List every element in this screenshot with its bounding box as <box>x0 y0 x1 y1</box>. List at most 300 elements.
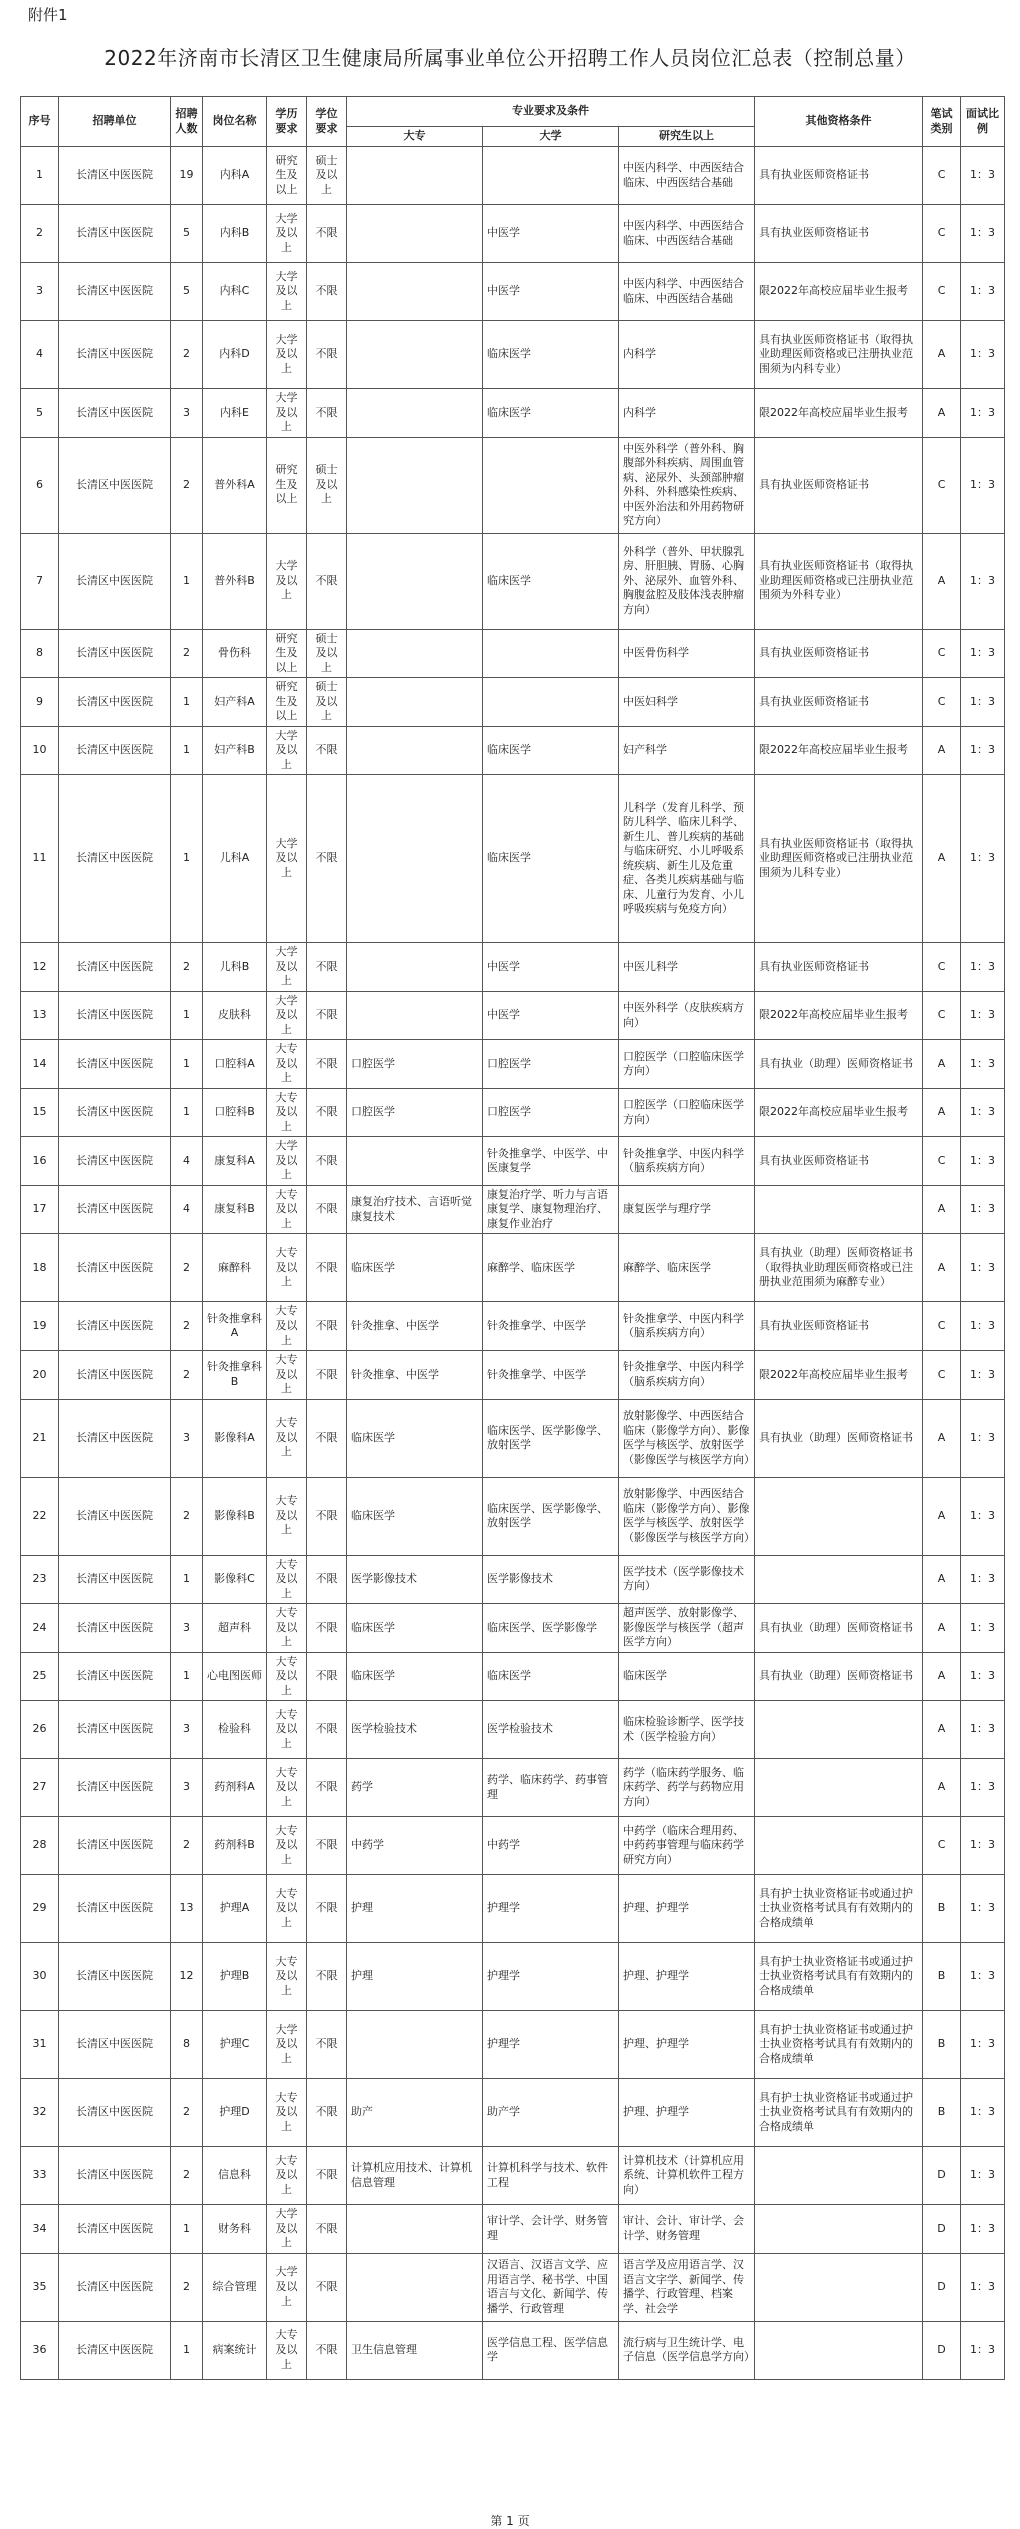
cell-grad: 中医骨伤科学 <box>619 629 755 678</box>
cell-bachelor <box>483 629 619 678</box>
table-row <box>21 1234 1005 1302</box>
cell-other: 限2022年高校应届毕业生报考 <box>755 1088 923 1137</box>
cell-other: 具有执业（助理）医师资格证书 <box>755 1604 923 1653</box>
cell-unit: 长清区中医医院 <box>59 1302 171 1351</box>
cell-other: 限2022年高校应届毕业生报考 <box>755 263 923 321</box>
cell-grad: 药学（临床药学服务、临床药学、药学与药物应用方向） <box>619 1759 755 1817</box>
cell-exam: A <box>923 1604 961 1653</box>
cell-exam: B <box>923 1943 961 2011</box>
cell-degree: 不限 <box>307 2011 347 2079</box>
cell-post: 护理C <box>203 2011 267 2079</box>
cell-bachelor: 临床医学 <box>483 726 619 775</box>
cell-other: 具有执业医师资格证书 <box>755 1302 923 1351</box>
cell-unit: 长清区中医医院 <box>59 1185 171 1234</box>
cell-no: 15 <box>21 1088 59 1137</box>
cell-bachelor: 麻醉学、临床医学 <box>483 1234 619 1302</box>
cell-other: 具有护士执业资格证书或通过护士执业资格考试具有有效期内的合格成绩单 <box>755 1943 923 2011</box>
cell-edu: 大学及以上 <box>267 2205 307 2254</box>
cell-bachelor: 医学检验技术 <box>483 1701 619 1759</box>
cell-edu: 大学及以上 <box>267 2253 307 2321</box>
cell-unit: 长清区中医医院 <box>59 263 171 321</box>
cell-unit: 长清区中医医院 <box>59 1875 171 1943</box>
cell-no: 18 <box>21 1234 59 1302</box>
cell-bachelor: 临床医学 <box>483 389 619 438</box>
cell-no: 35 <box>21 2253 59 2321</box>
cell-edu: 大学及以上 <box>267 1137 307 1186</box>
cell-other <box>755 2321 923 2379</box>
cell-unit: 长清区中医医院 <box>59 321 171 389</box>
cell-degree: 硕士及以上 <box>307 678 347 727</box>
cell-junior: 中药学 <box>347 1817 483 1875</box>
cell-count: 1 <box>171 726 203 775</box>
cell-post: 内科D <box>203 321 267 389</box>
cell-grad: 临床医学 <box>619 1652 755 1701</box>
cell-grad: 妇产科学 <box>619 726 755 775</box>
cell-post: 财务科 <box>203 2205 267 2254</box>
cell-exam: A <box>923 1234 961 1302</box>
cell-bachelor: 临床医学 <box>483 321 619 389</box>
cell-bachelor <box>483 437 619 533</box>
cell-ratio: 1：3 <box>961 389 1005 438</box>
cell-junior: 临床医学 <box>347 1604 483 1653</box>
cell-unit: 长清区中医医院 <box>59 2011 171 2079</box>
cell-count: 1 <box>171 991 203 1040</box>
cell-unit: 长清区中医医院 <box>59 389 171 438</box>
cell-unit: 长清区中医医院 <box>59 1234 171 1302</box>
table-row <box>21 1555 1005 1604</box>
cell-edu: 大专及以上 <box>267 1604 307 1653</box>
cell-no: 33 <box>21 2147 59 2205</box>
cell-bachelor: 口腔医学 <box>483 1040 619 1089</box>
cell-ratio: 1：3 <box>961 1302 1005 1351</box>
cell-post: 检验科 <box>203 1701 267 1759</box>
cell-count: 1 <box>171 1040 203 1089</box>
table-row <box>21 1817 1005 1875</box>
cell-ratio: 1：3 <box>961 1185 1005 1234</box>
cell-no: 28 <box>21 1817 59 1875</box>
cell-degree: 不限 <box>307 205 347 263</box>
cell-exam: A <box>923 1088 961 1137</box>
cell-edu: 大学及以上 <box>267 205 307 263</box>
cell-junior: 助产 <box>347 2079 483 2147</box>
header-unit: 招聘单位 <box>59 97 171 147</box>
cell-count: 2 <box>171 629 203 678</box>
cell-unit: 长清区中医医院 <box>59 1137 171 1186</box>
cell-exam: A <box>923 533 961 629</box>
cell-ratio: 1：3 <box>961 1604 1005 1653</box>
cell-degree: 不限 <box>307 943 347 992</box>
cell-edu: 大专及以上 <box>267 1399 307 1477</box>
cell-junior <box>347 991 483 1040</box>
table-row <box>21 263 1005 321</box>
cell-junior: 医学影像技术 <box>347 1555 483 1604</box>
table-row <box>21 1875 1005 1943</box>
cell-degree: 不限 <box>307 1604 347 1653</box>
cell-unit: 长清区中医医院 <box>59 726 171 775</box>
cell-unit: 长清区中医医院 <box>59 2147 171 2205</box>
cell-unit: 长清区中医医院 <box>59 2079 171 2147</box>
cell-other: 具有执业医师资格证书 <box>755 629 923 678</box>
cell-degree: 不限 <box>307 1137 347 1186</box>
cell-degree: 不限 <box>307 1943 347 2011</box>
cell-ratio: 1：3 <box>961 1817 1005 1875</box>
cell-no: 22 <box>21 1477 59 1555</box>
cell-no: 16 <box>21 1137 59 1186</box>
cell-junior: 临床医学 <box>347 1399 483 1477</box>
cell-unit: 长清区中医医院 <box>59 943 171 992</box>
cell-ratio: 1：3 <box>961 1234 1005 1302</box>
cell-exam: C <box>923 678 961 727</box>
cell-junior <box>347 2011 483 2079</box>
table-row <box>21 726 1005 775</box>
cell-post: 针灸推拿科B <box>203 1351 267 1400</box>
cell-other: 具有护士执业资格证书或通过护士执业资格考试具有有效期内的合格成绩单 <box>755 2079 923 2147</box>
cell-post: 普外科A <box>203 437 267 533</box>
cell-unit: 长清区中医医院 <box>59 1652 171 1701</box>
cell-degree: 不限 <box>307 389 347 438</box>
cell-bachelor: 护理学 <box>483 2011 619 2079</box>
cell-post: 麻醉科 <box>203 1234 267 1302</box>
header-ratio: 面试比例 <box>961 97 1005 147</box>
cell-ratio: 1：3 <box>961 147 1005 205</box>
cell-grad: 护理、护理学 <box>619 2079 755 2147</box>
cell-edu: 研究生及以上 <box>267 147 307 205</box>
cell-unit: 长清区中医医院 <box>59 147 171 205</box>
cell-bachelor <box>483 678 619 727</box>
cell-bachelor: 康复治疗学、听力与言语康复学、康复物理治疗、康复作业治疗 <box>483 1185 619 1234</box>
cell-degree: 不限 <box>307 2147 347 2205</box>
cell-degree: 不限 <box>307 1302 347 1351</box>
cell-unit: 长清区中医医院 <box>59 2321 171 2379</box>
table-row <box>21 2079 1005 2147</box>
cell-degree: 不限 <box>307 2205 347 2254</box>
header-post: 岗位名称 <box>203 97 267 147</box>
cell-other: 具有执业医师资格证书 <box>755 147 923 205</box>
cell-ratio: 1：3 <box>961 1759 1005 1817</box>
cell-no: 17 <box>21 1185 59 1234</box>
cell-ratio: 1：3 <box>961 1555 1005 1604</box>
table-row <box>21 1701 1005 1759</box>
cell-edu: 大学及以上 <box>267 321 307 389</box>
cell-count: 4 <box>171 1137 203 1186</box>
cell-unit: 长清区中医医院 <box>59 1477 171 1555</box>
cell-degree: 不限 <box>307 321 347 389</box>
cell-grad: 流行病与卫生统计学、电子信息（医学信息学方向） <box>619 2321 755 2379</box>
header-bachelor: 大学 <box>483 127 619 147</box>
cell-other <box>755 1759 923 1817</box>
cell-ratio: 1：3 <box>961 2205 1005 2254</box>
cell-no: 8 <box>21 629 59 678</box>
cell-grad: 超声医学、放射影像学、影像医学与核医学（超声医学方向） <box>619 1604 755 1653</box>
cell-other <box>755 2147 923 2205</box>
cell-junior: 计算机应用技术、计算机信息管理 <box>347 2147 483 2205</box>
cell-exam: D <box>923 2147 961 2205</box>
cell-junior <box>347 321 483 389</box>
cell-grad: 语言学及应用语言学、汉语言文字学、新闻学、传播学、行政管理、档案学、社会学 <box>619 2253 755 2321</box>
cell-other: 具有执业（助理）医师资格证书（取得执业助理医师资格或已注册执业范围须为麻醉专业） <box>755 1234 923 1302</box>
cell-degree: 不限 <box>307 2079 347 2147</box>
cell-bachelor: 针灸推拿学、中医学 <box>483 1302 619 1351</box>
cell-no: 3 <box>21 263 59 321</box>
cell-count: 2 <box>171 2253 203 2321</box>
cell-count: 1 <box>171 1555 203 1604</box>
cell-post: 妇产科B <box>203 726 267 775</box>
cell-junior <box>347 775 483 943</box>
cell-edu: 大专及以上 <box>267 1234 307 1302</box>
cell-edu: 大学及以上 <box>267 726 307 775</box>
cell-unit: 长清区中医医院 <box>59 1040 171 1089</box>
cell-count: 3 <box>171 1759 203 1817</box>
cell-junior <box>347 437 483 533</box>
cell-grad: 护理、护理学 <box>619 1875 755 1943</box>
cell-unit: 长清区中医医院 <box>59 2253 171 2321</box>
cell-ratio: 1：3 <box>961 1399 1005 1477</box>
cell-junior <box>347 1137 483 1186</box>
cell-post: 护理A <box>203 1875 267 1943</box>
cell-edu: 研究生及以上 <box>267 629 307 678</box>
cell-exam: A <box>923 1759 961 1817</box>
cell-grad: 康复医学与理疗学 <box>619 1185 755 1234</box>
cell-degree: 不限 <box>307 1817 347 1875</box>
cell-no: 12 <box>21 943 59 992</box>
cell-other: 限2022年高校应届毕业生报考 <box>755 726 923 775</box>
cell-count: 1 <box>171 2321 203 2379</box>
cell-bachelor: 临床医学、医学影像学、放射医学 <box>483 1399 619 1477</box>
cell-exam: A <box>923 389 961 438</box>
cell-ratio: 1：3 <box>961 1701 1005 1759</box>
cell-degree: 硕士及以上 <box>307 437 347 533</box>
cell-no: 5 <box>21 389 59 438</box>
cell-post: 口腔科B <box>203 1088 267 1137</box>
cell-post: 药剂科A <box>203 1759 267 1817</box>
cell-count: 2 <box>171 1302 203 1351</box>
cell-degree: 不限 <box>307 2321 347 2379</box>
table-row <box>21 1604 1005 1653</box>
table-row <box>21 2205 1005 2254</box>
table-row <box>21 437 1005 533</box>
page-footer: 第 1 页 <box>490 2514 530 2528</box>
cell-grad: 计算机技术（计算机应用系统、计算机软件工程方向） <box>619 2147 755 2205</box>
table-row <box>21 389 1005 438</box>
cell-grad: 中医妇科学 <box>619 678 755 727</box>
header-no: 序号 <box>21 97 59 147</box>
cell-no: 1 <box>21 147 59 205</box>
cell-count: 3 <box>171 389 203 438</box>
cell-ratio: 1：3 <box>961 1943 1005 2011</box>
cell-grad: 针灸推拿学、中医内科学（脑系疾病方向） <box>619 1302 755 1351</box>
cell-edu: 大专及以上 <box>267 1351 307 1400</box>
cell-other: 具有执业医师资格证书 <box>755 678 923 727</box>
cell-junior <box>347 147 483 205</box>
cell-post: 影像科B <box>203 1477 267 1555</box>
cell-post: 康复科A <box>203 1137 267 1186</box>
cell-post: 内科C <box>203 263 267 321</box>
cell-post: 儿科B <box>203 943 267 992</box>
cell-exam: D <box>923 2321 961 2379</box>
table-row <box>21 943 1005 992</box>
cell-exam: C <box>923 1137 961 1186</box>
cell-count: 4 <box>171 1185 203 1234</box>
cell-no: 26 <box>21 1701 59 1759</box>
cell-count: 2 <box>171 1234 203 1302</box>
cell-other <box>755 1185 923 1234</box>
cell-exam: A <box>923 1185 961 1234</box>
cell-junior: 口腔医学 <box>347 1040 483 1089</box>
cell-ratio: 1：3 <box>961 437 1005 533</box>
cell-edu: 大专及以上 <box>267 1555 307 1604</box>
table-row <box>21 1477 1005 1555</box>
attachment-label: 附件1 <box>28 6 68 24</box>
cell-post: 儿科A <box>203 775 267 943</box>
cell-degree: 不限 <box>307 533 347 629</box>
cell-ratio: 1：3 <box>961 1652 1005 1701</box>
cell-bachelor: 中医学 <box>483 943 619 992</box>
cell-unit: 长清区中医医院 <box>59 775 171 943</box>
cell-bachelor <box>483 147 619 205</box>
cell-edu: 大学及以上 <box>267 533 307 629</box>
cell-count: 8 <box>171 2011 203 2079</box>
cell-junior: 医学检验技术 <box>347 1701 483 1759</box>
cell-post: 影像科C <box>203 1555 267 1604</box>
table-row <box>21 533 1005 629</box>
cell-other: 具有执业医师资格证书 <box>755 437 923 533</box>
cell-count: 1 <box>171 1652 203 1701</box>
cell-degree: 不限 <box>307 726 347 775</box>
cell-other: 限2022年高校应届毕业生报考 <box>755 389 923 438</box>
header-other: 其他资格条件 <box>755 97 923 147</box>
cell-bachelor: 口腔医学 <box>483 1088 619 1137</box>
cell-exam: B <box>923 1875 961 1943</box>
cell-junior <box>347 389 483 438</box>
cell-junior <box>347 2205 483 2254</box>
cell-degree: 不限 <box>307 991 347 1040</box>
cell-count: 1 <box>171 2205 203 2254</box>
cell-bachelor: 计算机科学与技术、软件工程 <box>483 2147 619 2205</box>
table-row <box>21 321 1005 389</box>
cell-other <box>755 2253 923 2321</box>
cell-unit: 长清区中医医院 <box>59 1351 171 1400</box>
cell-post: 内科A <box>203 147 267 205</box>
cell-degree: 不限 <box>307 2253 347 2321</box>
cell-count: 3 <box>171 1604 203 1653</box>
cell-exam: C <box>923 1817 961 1875</box>
cell-grad: 口腔医学（口腔临床医学方向） <box>619 1088 755 1137</box>
cell-junior: 护理 <box>347 1943 483 2011</box>
cell-other <box>755 2205 923 2254</box>
cell-unit: 长清区中医医院 <box>59 1943 171 2011</box>
table-row <box>21 1351 1005 1400</box>
cell-ratio: 1：3 <box>961 1040 1005 1089</box>
cell-edu: 大学及以上 <box>267 2011 307 2079</box>
table-row <box>21 678 1005 727</box>
cell-exam: A <box>923 1555 961 1604</box>
positions-table <box>20 96 1005 2380</box>
cell-bachelor: 护理学 <box>483 1875 619 1943</box>
cell-bachelor: 护理学 <box>483 1943 619 2011</box>
cell-degree: 不限 <box>307 775 347 943</box>
table-row <box>21 1088 1005 1137</box>
cell-grad: 中医外科学（皮肤疾病方向） <box>619 991 755 1040</box>
cell-grad: 放射影像学、中西医结合临床（影像学方向）、影像医学与核医学、放射医学（影像医学与核医学方向） <box>619 1477 755 1555</box>
cell-grad: 儿科学（发育儿科学、预防儿科学、临床儿科学、新生儿、普儿疾病的基础与临床研究、小儿呼吸系统疾病、新生儿及危重症、各类儿疾病基础与临床、儿童行为发育、小儿呼吸疾病与免疫方向） <box>619 775 755 943</box>
table-body <box>21 147 1005 2380</box>
cell-junior <box>347 726 483 775</box>
cell-exam: C <box>923 437 961 533</box>
cell-count: 2 <box>171 1817 203 1875</box>
cell-bachelor: 药学、临床药学、药事管理 <box>483 1759 619 1817</box>
cell-exam: C <box>923 263 961 321</box>
cell-junior: 卫生信息管理 <box>347 2321 483 2379</box>
cell-count: 12 <box>171 1943 203 2011</box>
cell-edu: 大专及以上 <box>267 1759 307 1817</box>
cell-post: 骨伤科 <box>203 629 267 678</box>
cell-ratio: 1：3 <box>961 629 1005 678</box>
cell-bachelor: 临床医学 <box>483 533 619 629</box>
cell-post: 内科B <box>203 205 267 263</box>
table-row <box>21 1185 1005 1234</box>
cell-grad: 中医外科学（普外科、胸腹部外科疾病、周围血管病、泌尿外、头颈部肿瘤外科、外科感染性疾病、中医外治法和外用药物研究方向） <box>619 437 755 533</box>
cell-grad: 中医内科学、中西医结合临床、中西医结合基础 <box>619 205 755 263</box>
cell-unit: 长清区中医医院 <box>59 1555 171 1604</box>
cell-other: 限2022年高校应届毕业生报考 <box>755 1351 923 1400</box>
cell-no: 32 <box>21 2079 59 2147</box>
cell-ratio: 1：3 <box>961 2321 1005 2379</box>
cell-junior <box>347 263 483 321</box>
cell-ratio: 1：3 <box>961 533 1005 629</box>
cell-degree: 硕士及以上 <box>307 629 347 678</box>
cell-degree: 不限 <box>307 1701 347 1759</box>
cell-bachelor: 审计学、会计学、财务管理 <box>483 2205 619 2254</box>
cell-count: 2 <box>171 321 203 389</box>
cell-other <box>755 1817 923 1875</box>
cell-ratio: 1：3 <box>961 2079 1005 2147</box>
cell-ratio: 1：3 <box>961 678 1005 727</box>
cell-exam: C <box>923 1302 961 1351</box>
cell-unit: 长清区中医医院 <box>59 533 171 629</box>
cell-edu: 大专及以上 <box>267 2079 307 2147</box>
cell-grad: 麻醉学、临床医学 <box>619 1234 755 1302</box>
cell-no: 10 <box>21 726 59 775</box>
cell-edu: 大学及以上 <box>267 991 307 1040</box>
cell-grad: 口腔医学（口腔临床医学方向） <box>619 1040 755 1089</box>
cell-junior <box>347 629 483 678</box>
cell-no: 11 <box>21 775 59 943</box>
cell-grad: 外科学（普外、甲状腺乳房、肝胆胰、胃肠、心胸外、泌尿外、血管外科、胸腹盆腔及肢体浅表肿瘤方向） <box>619 533 755 629</box>
cell-grad: 针灸推拿学、中医内科学（脑系疾病方向） <box>619 1351 755 1400</box>
cell-post: 药剂科B <box>203 1817 267 1875</box>
cell-count: 3 <box>171 1399 203 1477</box>
cell-no: 20 <box>21 1351 59 1400</box>
cell-count: 5 <box>171 263 203 321</box>
cell-post: 针灸推拿科A <box>203 1302 267 1351</box>
cell-no: 24 <box>21 1604 59 1653</box>
cell-edu: 大专及以上 <box>267 1817 307 1875</box>
cell-grad: 内科学 <box>619 321 755 389</box>
header-major-group: 专业要求及条件 <box>347 97 755 127</box>
header-exam: 笔试类别 <box>923 97 961 147</box>
cell-junior <box>347 2253 483 2321</box>
cell-unit: 长清区中医医院 <box>59 991 171 1040</box>
cell-exam: D <box>923 2205 961 2254</box>
cell-exam: A <box>923 1652 961 1701</box>
cell-other: 具有护士执业资格证书或通过护士执业资格考试具有有效期内的合格成绩单 <box>755 1875 923 1943</box>
cell-grad: 放射影像学、中西医结合临床（影像学方向）、影像医学与核医学、放射医学（影像医学与核医学方向） <box>619 1399 755 1477</box>
table-row <box>21 1040 1005 1089</box>
cell-exam: C <box>923 943 961 992</box>
cell-grad: 审计、会计、审计学、会计学、财务管理 <box>619 2205 755 2254</box>
cell-edu: 大学及以上 <box>267 775 307 943</box>
cell-unit: 长清区中医医院 <box>59 205 171 263</box>
